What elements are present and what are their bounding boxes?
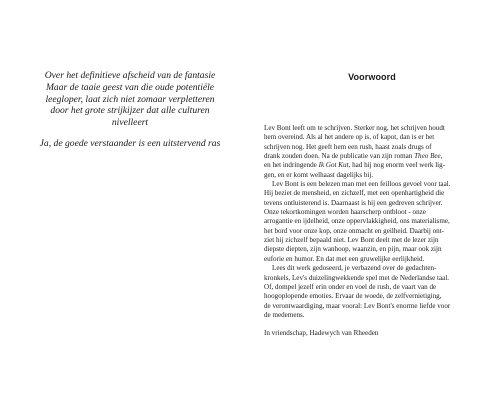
body-line: Hij beziet de mensheid, en zichzelf, met een openhartigheid die	[264, 189, 445, 198]
body-line: de medemens.	[264, 310, 305, 319]
body-text: , had hij nog enorm veel werk lig-	[348, 161, 446, 170]
body-line: gen, en er komt welhaast dagelijks bij.	[264, 170, 374, 179]
body-line: het bord voor onze kop, onze onmacht en geilheid. Daarbij ont-	[264, 226, 445, 235]
body-line: diepste diepten, zijn wanhoop, waanzin, en pijn, maar ook zijn	[264, 245, 442, 254]
body-line: ziet hij zichzelf bepaald niet. Lev Bont deelt met de lezer zijn	[264, 236, 439, 245]
motto-line: nivelleert	[111, 117, 149, 129]
body-line: hem overeind. Als al het andere op is, of kapot, dan is er het	[264, 133, 435, 142]
book-title: Theo Bee	[414, 152, 441, 161]
body-text: drank zouden doen. Na de publicatie van zijn roman	[264, 152, 415, 161]
body-line: tevens ontluisterend is. Daarnaast is hij een gedreven schrijver.	[264, 198, 443, 207]
body-line	[264, 152, 480, 161]
foreword-body	[264, 124, 480, 339]
book-title: Ik Got Kut	[318, 161, 349, 170]
body-text: ,	[440, 152, 443, 161]
body-line: hoogoplopende emoties. Ervaar de woede, de zelfvernietiging,	[264, 292, 442, 301]
body-line: euforie en humor. En dat met een gruwelijke eerlijkheid.	[264, 254, 425, 263]
body-line	[264, 161, 480, 170]
body-line: arrogantie en ijdelheid, onze oppervlakkigheid, ons materialisme,	[264, 217, 450, 226]
right-page	[248, 0, 496, 407]
motto-closing-line: Ja, de goede verstaander is een uitstervend ras	[39, 137, 221, 149]
signature: In vriendschap, Hadewych van Rheeden	[264, 329, 379, 338]
motto	[18, 70, 242, 150]
page-title: Voorwoord	[348, 72, 396, 82]
motto-line: Over het definitieve afscheid van de fantasie	[44, 70, 216, 81]
body-line: Lev Bont leeft om te schrijven. Sterker nog, het schrijven houdt	[264, 124, 445, 132]
body-line: schrijven nog. Het geeft hem een rush, haast zoals drugs of	[264, 142, 432, 151]
body-text: en het indringende	[264, 161, 319, 170]
body-line: Lees dit werk gedoseerd, je verbazend over de gedachten-	[272, 264, 437, 273]
motto-line: Maar de taaie geest van die oude potentiële	[45, 81, 215, 93]
motto-line: leegloper, laat zich niet zomaar verpletteren	[45, 93, 215, 105]
body-line: kronkels, Lev's duizelingwekkende spel met de Nederlandse taal.	[264, 273, 450, 282]
body-line: Of, dompel jezelf erin onder en voel de rush, de vaart van de	[264, 282, 437, 291]
body-line: Onze tekortkomingen worden haarscherp ontbloot - onze	[264, 208, 426, 217]
body-line: de verontwaardiging, maar vooral: Lev Bont's enorme liefde voor	[264, 301, 451, 310]
body-line: Lev Bont is een belezen man met een feilloos gevoel voor taal.	[272, 180, 451, 189]
motto-line: door het grote strijkijzer dat alle culturen	[50, 105, 210, 117]
